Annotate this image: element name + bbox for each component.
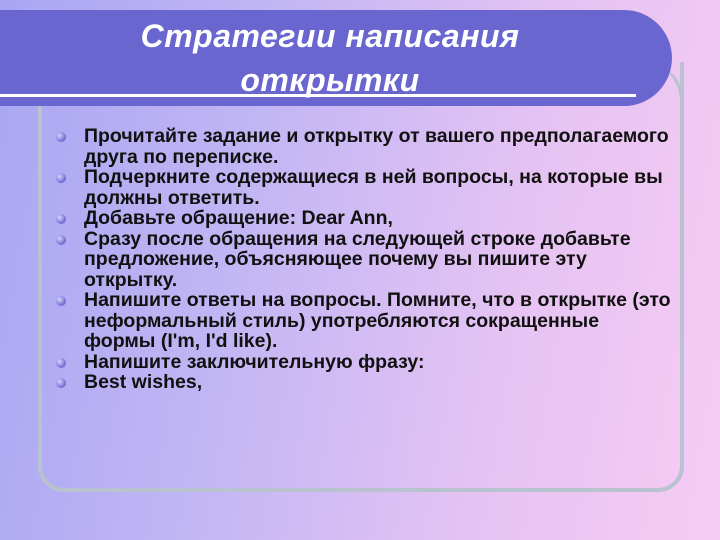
bullet-icon: [56, 235, 66, 245]
bullet-icon: [56, 378, 66, 388]
list-item-text: Сразу после обращения на следующей строке добавьте предложение, объясняющее почему вы пишите эту открытку.: [84, 227, 631, 291]
list-item: [56, 208, 672, 229]
title-line-2: открытки: [240, 62, 420, 98]
list-item-text: Прочитайте задание и открытку от вашего предполагаемого друга по переписке.: [84, 125, 669, 168]
slide-title: [60, 14, 600, 102]
list-item: [56, 229, 672, 291]
list-item: [56, 352, 672, 373]
list-item-text: Напишите заключительную фразу:: [84, 350, 425, 373]
bullet-icon: [56, 214, 66, 224]
list-item: [56, 167, 672, 208]
list-item-text: Подчеркните содержащиеся в ней вопросы, на которые вы должны ответить.: [84, 166, 663, 209]
list-item: [56, 126, 672, 167]
list-item-text: Напишите ответы на вопросы. Помните, что в открытке (это неформальный стиль) употребляются сокращенные формы (I'm, I'd like).: [84, 289, 671, 352]
bullet-icon: [56, 132, 66, 142]
strategy-list: [56, 126, 672, 393]
bullet-icon: [56, 296, 66, 306]
list-item-text: Best wishes,: [84, 371, 203, 393]
list-item: [56, 290, 672, 352]
bullet-icon: [56, 358, 66, 368]
title-line-1: Стратегии написания: [140, 18, 520, 54]
list-item-text: Добавьте обращение: Dear Ann,: [84, 207, 393, 229]
bullet-icon: [56, 173, 66, 183]
list-item: [56, 372, 672, 393]
